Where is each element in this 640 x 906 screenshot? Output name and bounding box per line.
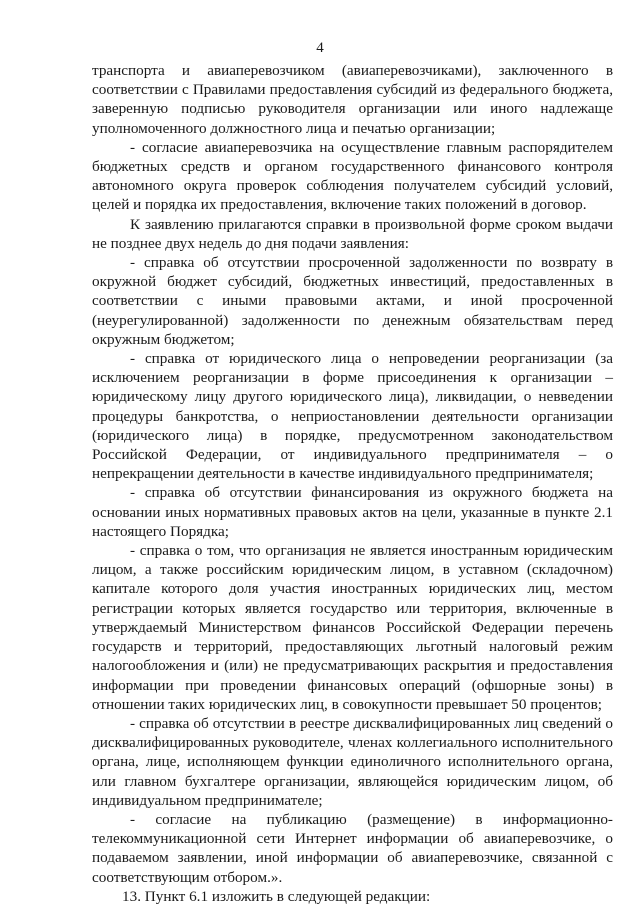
paragraph: - справка об отсутствии финансирования из окружного бюджета на основании иных нормативных правовых актов на цели, указанные в пункте 2.1 настоящего Порядка; <box>92 484 613 540</box>
paragraph: - справка об отсутствии просроченной задолженности по возврату в окружной бюджет субсидий, бюджетных инвестиций, предоставленных в соответствии с иными правовыми актами, и иной просроченной (неурегулированной) задолженности по денежным обязательствам перед окружным бюджетом; <box>92 254 613 348</box>
paragraph: - справка о том, что организация не является иностранным юридическим лицом, а также российским юридическим лицом, в уставном (складочном) капитале которого доля участия иностранных юридических лиц, местом регистрации которых является государство или территория, включенные в утверждаемый Министерством финансов Российской Федерации перечень государств и территорий, предоставляющих льготный налоговый режим налогообложения и (или) не предусматривающих раскрытия и предоставления информации при проведении финансовых операций (офшорные зоны) в отношении таких юридических лиц, в совокупности превышает 50 процентов; <box>92 542 613 713</box>
paragraph: - справка от юридического лица о непроведении реорганизации (за исключением реорганизации в форме присоединения к организации – юридическому лицу другого юридического лица), ликвидации, о невведении процедуры банкротства, о неприостановлении деятельности организации (юридического лица) в порядке, предусмотренном законодательством Российской Федерации, от индивидуального предпринимателя – о непрекращении деятельности в качестве индивидуального предпринимателя; <box>92 350 613 483</box>
document-body <box>92 61 613 906</box>
paragraph: - согласие на публикацию (размещение) в информационно-телекоммуникационной сети Интернет информации об авиаперевозчике, о подаваемом заявлении, иной информации об авиаперевозчике, связанной с соответствующим отбором.». <box>92 810 613 886</box>
paragraph: 13. Пункт 6.1 изложить в следующей редакции: <box>122 887 431 905</box>
paragraph: транспорта и авиаперевозчиком (авиаперевозчиками), заключенного в соответствии с Правилами предоставления субсидий из федерального бюджета, заверенную подписью руководителя организации или иного надлежаще уполномоченного должностного лица и печатью организации; <box>92 62 613 137</box>
paragraph: - справка об отсутствии в реестре дисквалифицированных лиц сведений о дисквалифицированных руководителе, членах коллегиального исполнительного органа, лице, исполняющем функции единоличного исполнительного органа, или главном бухгалтере организации, являющейся юридическим лицом, об индивидуальном предпринимателе; <box>92 714 613 809</box>
page-number: 4 <box>316 40 324 56</box>
paragraph: К заявлению прилагаются справки в произвольной форме сроком выдачи не позднее двух недель до дня подачи заявления: <box>92 215 613 252</box>
paragraph: - согласие авиаперевозчика на осуществление главным распорядителем бюджетных средств и органом государственного финансового контроля автономного округа проверок соблюдения получателем субсидий условий, целей и порядка их предоставления, включение таких положений в договор. <box>92 138 613 214</box>
